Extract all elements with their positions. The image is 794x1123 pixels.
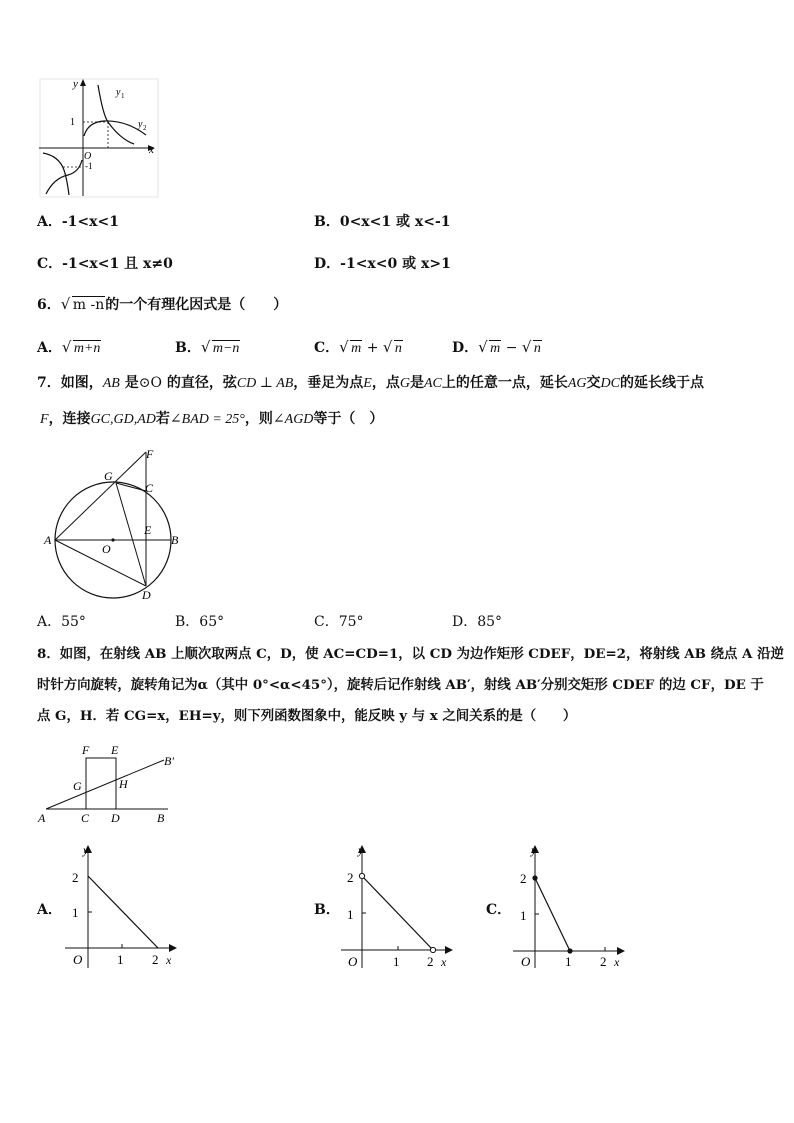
svg-text:2: 2	[427, 954, 434, 969]
chord-gd	[116, 483, 146, 586]
svg-text:O: O	[521, 954, 531, 969]
chord-gc	[116, 483, 146, 491]
q7-option-b[interactable]: B．65°	[175, 614, 225, 630]
figure-q8-rectangle	[36, 738, 186, 828]
svg-text:y: y	[358, 843, 364, 857]
figure-q5-graph	[36, 75, 161, 200]
label-a: A	[44, 533, 52, 547]
q7-question-line1: 7．如图，AB 是⊙O 的直径，弦CD ⊥ AB，垂足为点E，点G是AC上的任意一点，延长AG交DC的延长线于点	[37, 375, 704, 391]
svg-text:1: 1	[347, 907, 354, 922]
q6-text: 的一个有理化因式是（ ）	[105, 297, 288, 313]
q7-question-line2: F，连接GC,GD,AD若∠BAD = 25°，则∠AGD等于（ ）	[40, 411, 384, 427]
svg-text:x: x	[166, 953, 172, 967]
svg-text:1: 1	[565, 954, 572, 969]
label-d: D	[111, 811, 120, 825]
svg-text:2: 2	[152, 952, 159, 967]
q5-option-a[interactable]: A．-1<x<1	[37, 214, 119, 230]
chord-ad	[55, 540, 146, 586]
svg-text:x: x	[614, 955, 620, 969]
label-o: O	[102, 542, 111, 556]
axis-label-x: x	[149, 144, 154, 156]
svg-text:O: O	[348, 954, 358, 969]
label-b-prime: B′	[164, 754, 174, 768]
svg-text:y: y	[531, 843, 537, 857]
svg-text:O: O	[73, 952, 83, 967]
curve-label-y1-sub: 1	[121, 92, 125, 100]
curve-label-y2-sub: 2	[143, 124, 147, 132]
label-a: A	[38, 811, 46, 825]
q6-option-d[interactable]: D．√ m − √ n	[452, 339, 542, 358]
q6-option-c[interactable]: C．√ m + √ n	[314, 339, 403, 358]
q7-option-a[interactable]: A．55°	[37, 614, 86, 630]
label-h: H	[119, 777, 128, 791]
label-g: G	[104, 469, 113, 483]
label-b: B	[171, 533, 179, 547]
label-e: E	[111, 743, 119, 757]
curve-label-y2: y	[138, 119, 143, 130]
q8-option-b-graph[interactable]	[336, 842, 461, 970]
q5-option-d[interactable]: D．-1<x<0 或 x>1	[314, 256, 451, 272]
svg-text:2: 2	[520, 871, 527, 886]
label-c: C	[145, 481, 154, 495]
q8-question-line3: 点 G，H．若 CG=x，EH=y，则下列函数图象中，能反映 y 与 x 之间关系的是（ ）	[37, 708, 577, 724]
tick-label-1: 1	[70, 117, 75, 128]
ray-ab-prime	[46, 760, 164, 809]
q7-option-c[interactable]: C．75°	[314, 614, 364, 630]
svg-text:1: 1	[520, 908, 527, 923]
q5-option-c[interactable]: C．-1<x<1 且 x≠0	[37, 256, 173, 272]
q8-option-c-graph[interactable]	[508, 842, 633, 970]
origin-label: O	[84, 151, 92, 162]
q6-option-b[interactable]: B．√ m−n	[175, 339, 240, 358]
svg-text:2: 2	[347, 870, 354, 885]
rectangle-cdef	[86, 758, 116, 809]
svg-text:1: 1	[393, 954, 400, 969]
svg-text:2: 2	[600, 954, 607, 969]
svg-text:1: 1	[117, 952, 124, 967]
q6-expression: m -n	[72, 297, 105, 313]
label-b: B	[157, 811, 165, 825]
q6-number: 6．	[37, 297, 61, 313]
label-c: C	[81, 811, 90, 825]
q6-option-a[interactable]: A．√ m+n	[37, 339, 101, 358]
q5-option-b[interactable]: B．0<x<1 或 x<-1	[314, 214, 451, 230]
tick-label-neg1: -1	[85, 161, 93, 171]
q8-option-a-label[interactable]: A．	[37, 902, 62, 918]
q6-question	[37, 296, 287, 314]
axis-label-y: y	[73, 78, 78, 90]
label-f: F	[82, 743, 90, 757]
label-d: D	[142, 588, 151, 602]
label-g: G	[73, 779, 82, 793]
q8-option-a-graph[interactable]	[60, 842, 185, 970]
svg-text:y: y	[83, 843, 89, 857]
q8-option-b-label[interactable]: B．	[314, 902, 340, 918]
svg-text:1: 1	[72, 905, 79, 920]
line-af	[55, 452, 146, 540]
svg-text:2: 2	[72, 870, 79, 885]
svg-text:x: x	[441, 955, 447, 969]
label-f: F	[146, 447, 154, 461]
q7-option-d[interactable]: D．85°	[452, 614, 503, 630]
q8-option-c-label[interactable]: C．	[486, 902, 512, 918]
label-e: E	[144, 523, 152, 537]
curve-label-y1: y	[116, 87, 121, 98]
q8-question-line1: 8．如图，在射线 AB 上顺次取两点 C，D，使 AC=CD=1，以 CD 为边作矩形 CDEF，DE=2，将射线 AB 绕点 A 沿逆	[37, 646, 784, 662]
q8-question-line2: 时针方向旋转，旋转角记为α（其中 0°<α<45°），旋转后记作射线 AB′，射线 AB′分别交矩形 CDEF 的边 CF，DE 于	[37, 677, 764, 693]
figure-q7-circle	[36, 440, 186, 610]
